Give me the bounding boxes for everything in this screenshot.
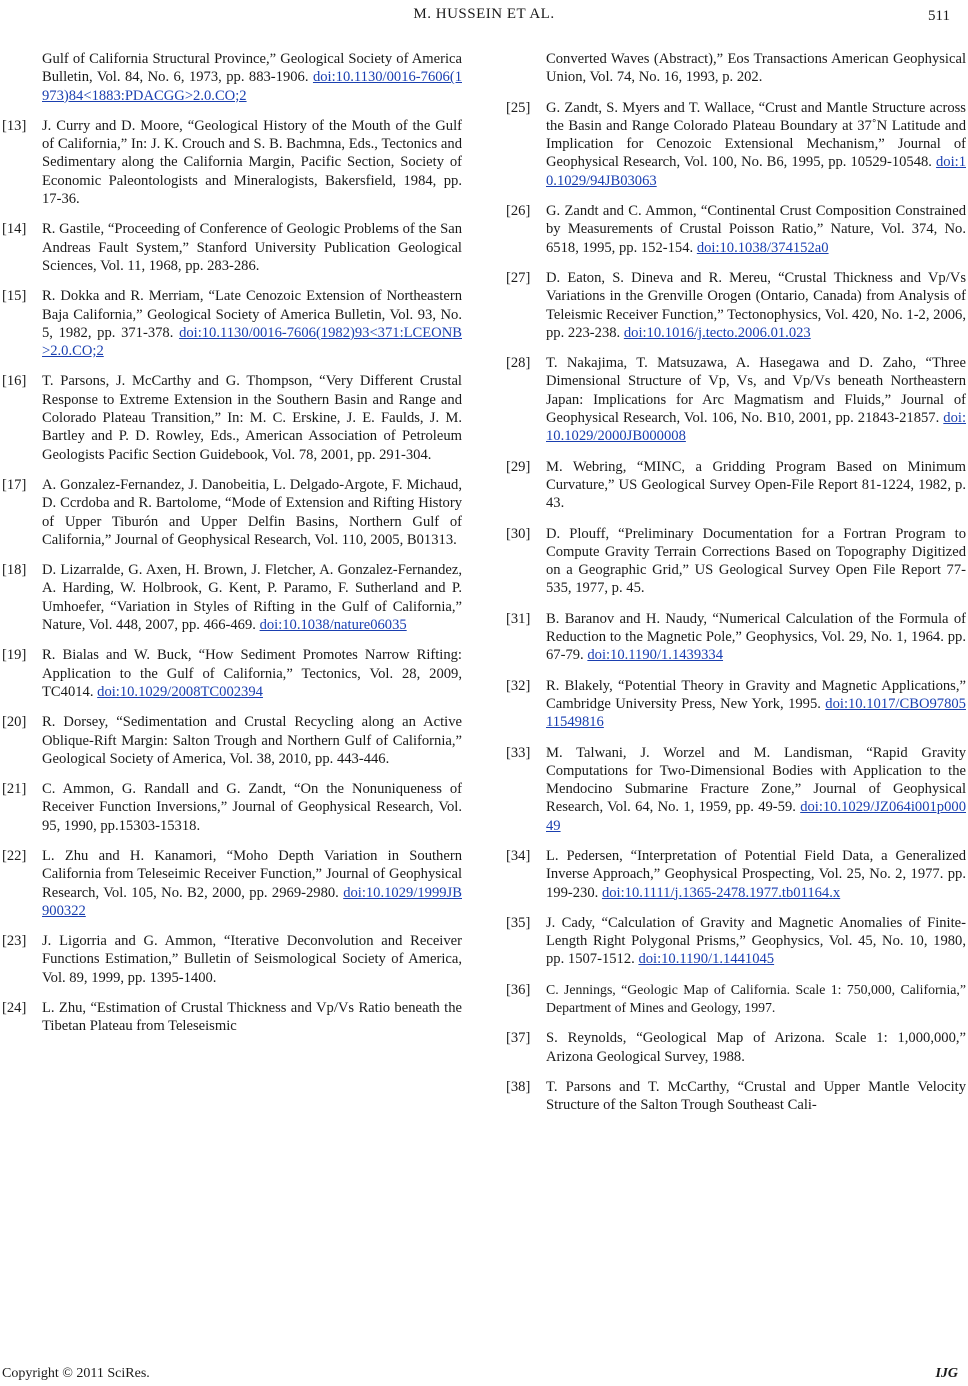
- reference-text: J. Curry and D. Moore, “Geological History of the Mouth of the Gulf of California,” In: J. K. Crouch and S. B. Bachmna, Eds., Tectonics and Sedimentary along the California Margin, Pacific Section, Society of Economic Paleontologists and Mineralogists, Bakersfield, 1984, pp. 17-36.: [42, 117, 462, 208]
- reference-text: S. Reynolds, “Geological Map of Arizona. Scale 1: 1,000,000,” Arizona Geological Survey, 1988.: [546, 1030, 966, 1065]
- reference-item: [506, 1029, 966, 1066]
- reference-body: [546, 914, 966, 969]
- doi-link[interactable]: doi:10.1190/1.1441045: [638, 951, 775, 968]
- reference-item: [2, 220, 462, 275]
- reference-text: R. Blakely, “Potential Theory in Gravity and Magnetic Applications,” Cambridge University Press, New York, 1995.: [546, 677, 966, 712]
- reference-item: [2, 476, 462, 549]
- reference-body: [42, 999, 462, 1036]
- doi-link[interactable]: doi:10.1017/CBO9780511549816: [546, 695, 966, 731]
- reference-number: [13]: [2, 117, 27, 134]
- reference-body: [546, 610, 966, 665]
- reference-item: [2, 932, 462, 987]
- reference-body: [42, 713, 462, 768]
- reference-body: [546, 269, 966, 342]
- reference-text: B. Baranov and H. Naudy, “Numerical Calculation of the Formula of Reduction to the Magnetic Pole,” Geophysics, Vol. 29, No. 1, 1964. pp. 67-79.: [546, 610, 966, 664]
- reference-item: [506, 847, 966, 902]
- reference-body: [42, 372, 462, 463]
- doi-link[interactable]: doi:10.1029/JZ064i001p00049: [546, 799, 966, 834]
- reference-number: [27]: [506, 269, 531, 286]
- reference-text: C. Ammon, G. Randall and G. Zandt, “On the Nonuniqueness of Receiver Function Inversions,” Journal of Geophysical Research, Vol. 95, 1990, pp.15303-15318.: [42, 781, 462, 834]
- reference-item: [2, 372, 462, 463]
- reference-text: R. Gastile, “Proceeding of Conference of Geologic Problems of the San Andreas Fault System,” Stanford University Publication Geological Sciences, Vol. 11, 1968, pp. 283-286.: [42, 221, 462, 274]
- reference-number: [29]: [506, 458, 531, 475]
- reference-number: [37]: [506, 1030, 531, 1047]
- left-column: [2, 50, 462, 1048]
- right-column: [506, 50, 966, 1127]
- reference-text: D. Lizarralde, G. Axen, H. Brown, J. Fletcher, A. Gonzalez-Fernandez, A. Harding, W. Holbrook, G. Kent, P. Paramo, F. Sutherland and P. Umhoefer, “Variation in Styles of Rifting in the Gulf of California,” Nature, Vol. 448, 2007, pp. 466-469.: [42, 562, 462, 634]
- reference-body: [546, 744, 966, 835]
- reference-text: D. Plouff, “Preliminary Documentation for a Fortran Program to Compute Gravity Terrain Corrections Based on Topography Digitized on a Geographic Grid,” US Geological Survey Open File Report 77-535, 1977, p. 45.: [546, 525, 966, 597]
- reference-number: [17]: [2, 476, 27, 493]
- reference-item: [2, 287, 462, 360]
- reference-item: [506, 458, 966, 513]
- reference-body: [42, 780, 462, 835]
- reference-body: [42, 932, 462, 987]
- reference-text: L. Zhu, “Estimation of Crustal Thickness and Vp/Vs Ratio beneath the Tibetan Plateau from Teleseismic: [42, 1000, 462, 1035]
- reference-list: [2, 117, 462, 1036]
- reference-body: [546, 99, 966, 190]
- reference-text: R. Dokka and R. Merriam, “Late Cenozoic Extension of Northeastern Baja California,” Geological Society of America Bulletin, Vol. 93, No. 5, 1982, pp. 371-378.: [42, 288, 462, 341]
- reference-text: J. Cady, “Calculation of Gravity and Magnetic Anomalies of Finite-Length Right Polygonal Prisms,” Geophysics, Vol. 45, No. 10, 1980, pp. 1507-1512.: [546, 914, 966, 968]
- reference-text: Converted Waves (Abstract),” Eos Transactions American Geophysical Union, Vol. 74, No. 16, 1993, p. 202.: [546, 51, 966, 86]
- reference-text: M. Webring, “MINC, a Gridding Program Based on Minimum Curvature,” US Geological Survey Open-File Report 81-1224, 1982, p. 43.: [546, 458, 966, 512]
- reference-number: [19]: [2, 647, 27, 664]
- reference-item: [2, 999, 462, 1036]
- reference-number: [31]: [506, 610, 531, 627]
- reference-item: [506, 744, 966, 835]
- reference-item: [2, 646, 462, 701]
- reference-text: T. Nakajima, T. Matsuzawa, A. Hasegawa and D. Zaho, “Three Dimensional Structure of Vp, Vs, and Vp/Vs beneath Northeastern Japan: Implications for Arc Magmatism and Fluids,” Journal of Geophysical Research, Vol. 106, No. B10, 2001, pp. 21843-21857.: [546, 355, 966, 427]
- reference-number: [15]: [2, 288, 27, 305]
- reference-number: [22]: [2, 847, 27, 864]
- reference-item: [2, 713, 462, 768]
- reference-number: [30]: [506, 525, 531, 542]
- doi-link[interactable]: doi:10.1130/0016-7606(1982)93<371:LCEONB>2.0.CO;2: [42, 324, 462, 360]
- reference-body: [42, 287, 462, 360]
- doi-link[interactable]: doi:10.1130/0016-7606(1973)84<1883:PDACGG>2.0.CO;2: [42, 69, 462, 104]
- reference-item: [2, 847, 462, 920]
- reference-item: [506, 914, 966, 969]
- reference-text: T. Parsons, J. McCarthy and G. Thompson, “Very Different Crustal Response to Extreme Extension in the Southern Basin and Range and Colorado Plateau Transition,” In: M. C. Erskine, J. E. Faulds, J. M. Bartley and P. D. Rowley, Eds., American Association of Petroleum Geologists Pacific Section Guidebook, Vol. 78, 2001, pp. 291-304.: [42, 373, 462, 463]
- doi-link[interactable]: doi:10.1029/2008TC002394: [97, 683, 263, 700]
- reference-body: [546, 1078, 966, 1115]
- reference-number: [20]: [2, 714, 27, 731]
- reference-number: [34]: [506, 847, 531, 864]
- reference-body: [546, 981, 966, 1018]
- running-header: M. HUSSEIN ET AL.: [413, 6, 555, 22]
- reference-body: [42, 561, 462, 634]
- doi-link[interactable]: doi:10.1029/2000JB000008: [546, 410, 966, 445]
- reference-text: Gulf of California Structural Province,” Geological Society of America Bulletin, Vol. 84, No. 6, 1973, pp. 883-1906.: [42, 51, 462, 86]
- reference-body: [546, 677, 966, 732]
- reference-number: [18]: [2, 562, 27, 579]
- reference-text: T. Parsons and T. McCarthy, “Crustal and Upper Mantle Velocity Structure of the Salton Trough Southeast Cali-: [546, 1078, 966, 1114]
- journal-abbrev: IJG: [935, 1366, 958, 1381]
- reference-item: [506, 1078, 966, 1115]
- reference-number: [16]: [2, 373, 27, 390]
- page-number: 511: [928, 8, 950, 24]
- reference-item: [506, 354, 966, 445]
- doi-link[interactable]: doi:10.1016/j.tecto.2006.01.023: [623, 324, 811, 341]
- reference-number: [38]: [506, 1078, 531, 1095]
- reference-text: L. Pedersen, “Interpretation of Potential Field Data, a Generalized Inverse Approach,” Geophysical Prospecting, Vol. 25, No. 2, 1977. pp. 199-230.: [546, 847, 966, 901]
- reference-item: [506, 677, 966, 732]
- reference-item: [506, 610, 966, 665]
- reference-list: [506, 99, 966, 1115]
- reference-text: C. Jennings, “Geologic Map of California. Scale 1: 750,000, California,” Department of Mines and Geology, 1997.: [546, 981, 966, 1016]
- reference-text: L. Zhu and H. Kanamori, “Moho Depth Variation in Southern California from Teleseimic Receiver Function,” Journal of Geophysical Research, Vol. 105, No. B2, 2000, pp. 2969-2980.: [42, 847, 462, 901]
- doi-link[interactable]: doi:10.1038/nature06035: [259, 617, 407, 634]
- reference-number: [23]: [2, 933, 27, 950]
- reference-number: [28]: [506, 355, 531, 372]
- reference-number: [36]: [506, 981, 531, 998]
- doi-link[interactable]: doi:10.1190/1.1439334: [587, 647, 724, 664]
- reference-body: [546, 1029, 966, 1066]
- reference-number: [32]: [506, 677, 531, 694]
- reference-item: [506, 202, 966, 257]
- reference-number: [26]: [506, 203, 531, 220]
- reference-text: J. Ligorria and G. Ammon, “Iterative Deconvolution and Receiver Functions Estimation,” Bulletin of Seismological Society of America, Vol. 89, 1999, pp. 1395-1400.: [42, 933, 462, 986]
- reference-number: [21]: [2, 781, 27, 798]
- reference-text: G. Zandt and C. Ammon, “Continental Crust Composition Constrained by Measurements of Crustal Poisson Ratio,” Nature, Vol. 374, No. 6518, 1995, pp. 152-154.: [546, 203, 966, 256]
- reference-body: [42, 117, 462, 208]
- reference-item: [506, 525, 966, 598]
- reference-text: D. Eaton, S. Dineva and R. Mereu, “Crustal Thickness and Vp/Vs Variations in the Grenville Orogen (Ontario, Canada) from Analysis of Teleismic Receiver Function,” Tectonophysics, Vol. 420, No. 1-2, 2006, pp. 223-238.: [546, 269, 966, 341]
- doi-link[interactable]: doi:10.1111/j.1365-2478.1977.tb01164.x: [601, 884, 841, 901]
- reference-text: G. Zandt, S. Myers and T. Wallace, “Crust and Mantle Structure across the Basin and Range Colorado Plateau Boundary at 37˚N Latitude and Implication for Cenozoic Extensional Mechanism,” Journal of Geophysical Research, Vol. 100, No. B6, 1995, pp. 10529-10548.: [546, 99, 966, 171]
- reference-continuation: [42, 50, 462, 105]
- reference-text: M. Talwani, J. Worzel and M. Landisman, “Rapid Gravity Computations for Two-Dimensional Bodies with Application to the Mendocino Submarine Fracture Zone,” Journal of Geophysical Research, Vol. 64, No. 1, 1959, pp. 49-59.: [546, 744, 966, 816]
- copyright-notice: Copyright © 2011 SciRes.: [2, 1366, 150, 1381]
- reference-continuation: [546, 50, 966, 87]
- reference-body: [42, 220, 462, 275]
- reference-number: [25]: [506, 99, 531, 116]
- reference-text: A. Gonzalez-Fernandez, J. Danobeitia, L. Delgado-Argote, F. Michaud, D. Ccrdoba and R. Bartolome, “Mode of Extension and Rifting History of Upper Tiburón and Upper Delfin Basins, Northern Gulf of California,” Journal of Geophysical Research, Vol. 110, 2005, B01313.: [42, 476, 462, 548]
- reference-number: [33]: [506, 744, 531, 761]
- doi-link[interactable]: doi:10.1029/1999JB900322: [42, 884, 462, 919]
- reference-body: [42, 847, 462, 920]
- reference-body: [546, 525, 966, 598]
- reference-body: [546, 202, 966, 257]
- reference-body: [42, 476, 462, 549]
- doi-link[interactable]: doi:10.1029/94JB03063: [546, 154, 966, 189]
- reference-body: [546, 847, 966, 902]
- doi-link[interactable]: doi:10.1038/374152a0: [696, 239, 829, 256]
- reference-item: [506, 981, 966, 1018]
- reference-item: [506, 269, 966, 342]
- reference-number: [24]: [2, 1000, 27, 1017]
- reference-body: [546, 458, 966, 513]
- reference-item: [506, 99, 966, 190]
- reference-text: R. Dorsey, “Sedimentation and Crustal Recycling along an Active Oblique-Rift Margin: Salton Trough and Northern Gulf of California,” Geological Society of America, Vol. 38, 2010, pp. 443-446.: [42, 714, 462, 767]
- reference-number: [35]: [506, 914, 531, 931]
- reference-body: [42, 646, 462, 701]
- reference-item: [2, 561, 462, 634]
- reference-text: R. Bialas and W. Buck, “How Sediment Promotes Narrow Rifting: Application to the Gulf of California,” Tectonics, Vol. 28, 2009, TC4014.: [42, 647, 462, 700]
- reference-body: [546, 354, 966, 445]
- reference-item: [2, 117, 462, 208]
- reference-item: [2, 780, 462, 835]
- reference-number: [14]: [2, 221, 27, 238]
